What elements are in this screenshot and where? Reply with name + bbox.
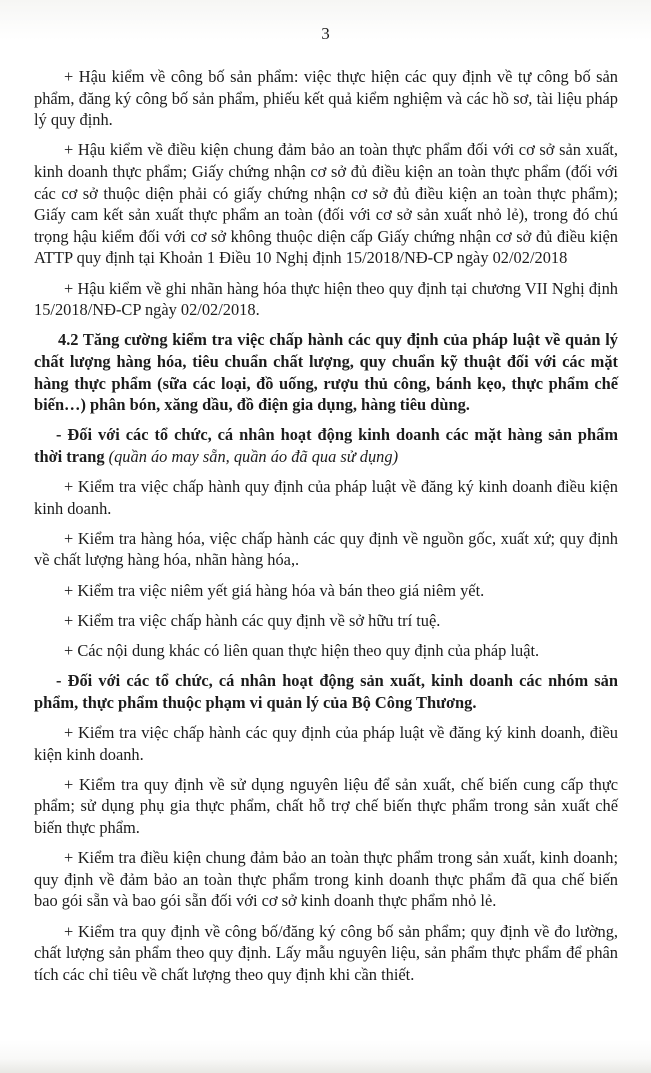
paragraph-check-raw-materials: + Kiểm tra quy định về sử dụng nguyên liệu để sản xuất, chế biến cung cấp thực phẩm; sử dụng phụ gia thực phẩm, chất hỗ trợ chế biến thực phẩm trong sản xuất chế biến thực phẩm. <box>34 774 618 837</box>
scan-bottom-shade <box>0 1059 651 1073</box>
subheading-ministry-products: - Đối với các tổ chức, cá nhân hoạt động sản xuất, kinh doanh các nhóm sản phẩm, thực phẩm thuộc phạm vi quản lý của Bộ Công Thương. <box>34 671 618 712</box>
paragraph-check-business-conditions: + Kiểm tra việc chấp hành các quy định của pháp luật về đăng ký kinh doanh, điều kiện kinh doanh. <box>34 722 618 764</box>
page-number: 3 <box>321 24 330 43</box>
section-heading-4-2: 4.2 Tăng cường kiểm tra việc chấp hành các quy định của pháp luật về quản lý chất lượng hàng hóa, tiêu chuẩn chất lượng, quy chuẩn kỹ thuật đối với các mặt hàng thực phẩm (sữa các loại, đồ uống, rượu thủ công, bánh kẹo, thực phẩm chế biến…) phân bón, xăng dầu, đồ điện gia dụng, hàng tiêu dùng. <box>34 330 618 415</box>
paragraph-check-goods-origin: + Kiểm tra hàng hóa, việc chấp hành các quy định về nguồn gốc, xuất xứ; quy định về chất lượng hàng hóa, nhãn hàng hóa,. <box>34 528 618 570</box>
paragraph-check-business-registration: + Kiểm tra việc chấp hành quy định của pháp luật về đăng ký kinh doanh điều kiện kinh doanh. <box>34 477 618 518</box>
paragraph-check-general-food-safety: + Kiểm tra điều kiện chung đảm bảo an toàn thực phẩm trong sản xuất, kinh doanh; quy định về đảm bảo an toàn thực phẩm trong kinh doanh thực phẩm đã qua chế biến bao gói sẵn và bao gói sẵn đối với cơ sở kinh doanh thực phẩm nhỏ lẻ. <box>34 848 618 911</box>
paragraph-check-product-declaration-sampling: + Kiểm tra quy định về công bố/đăng ký công bố sản phẩm; quy định về đo lường, chất lượng sản phẩm theo quy định. Lấy mẫu nguyên liệu, sản phẩm thực phẩm để phân tích các chỉ tiêu về chất lượng theo quy định khi cần thiết. <box>34 921 618 984</box>
subheading-fashion-products-note: (quần áo may sẵn, quần áo đã qua sử dụng) <box>104 446 399 466</box>
paragraph-post-check-product-declaration: + Hậu kiểm về công bố sản phẩm: việc thực hiện các quy định về tự công bố sản phẩm, đăng ký công bố sản phẩm, phiếu kết quả kiểm nghiệm và các hồ sơ, tài liệu pháp lý quy định. <box>34 67 618 130</box>
subheading-fashion-products <box>34 424 618 467</box>
paragraph-post-check-food-safety-conditions: + Hậu kiểm về điều kiện chung đảm bảo an toàn thực phẩm đối với cơ sở sản xuất, kinh doanh thực phẩm; Giấy chứng nhận cơ sở đủ điều kiện an toàn thực phẩm (đối với các cơ sở thuộc diện phải có giấy chứng nhận cơ sở đủ điều kiện an toàn thực phẩm); Giấy cam kết sản xuất thực phẩm an toàn (đối với cơ sở sản xuất nhỏ lẻ), trong đó chú trọng hậu kiểm đối với cơ sở không thuộc diện cấp Giấy chứng nhận cơ sở đủ điều kiện ATTP quy định tại Khoản 1 Điều 10 Nghị định 15/2018/NĐ-CP ngày 02/02/2018 <box>34 140 618 268</box>
subheading-fashion-products-text: - Đối với các tổ chức, cá nhân hoạt động kinh doanh các mặt hàng sản phẩm thời trang <box>34 425 618 466</box>
document-body <box>34 66 618 994</box>
paragraph-other-contents: + Các nội dung khác có liên quan thực hiện theo quy định của pháp luật. <box>64 641 540 660</box>
paragraph-check-price-listing: + Kiểm tra việc niêm yết giá hàng hóa và bán theo giá niêm yết. <box>64 580 485 600</box>
paragraph-check-intellectual-property: + Kiểm tra việc chấp hành các quy định về sở hữu trí tuệ. <box>64 610 441 630</box>
paragraph-post-check-labeling: + Hậu kiểm về ghi nhãn hàng hóa thực hiện theo quy định tại chương VII Nghị định 15/2018/NĐ-CP ngày 02/02/2018. <box>34 278 618 320</box>
